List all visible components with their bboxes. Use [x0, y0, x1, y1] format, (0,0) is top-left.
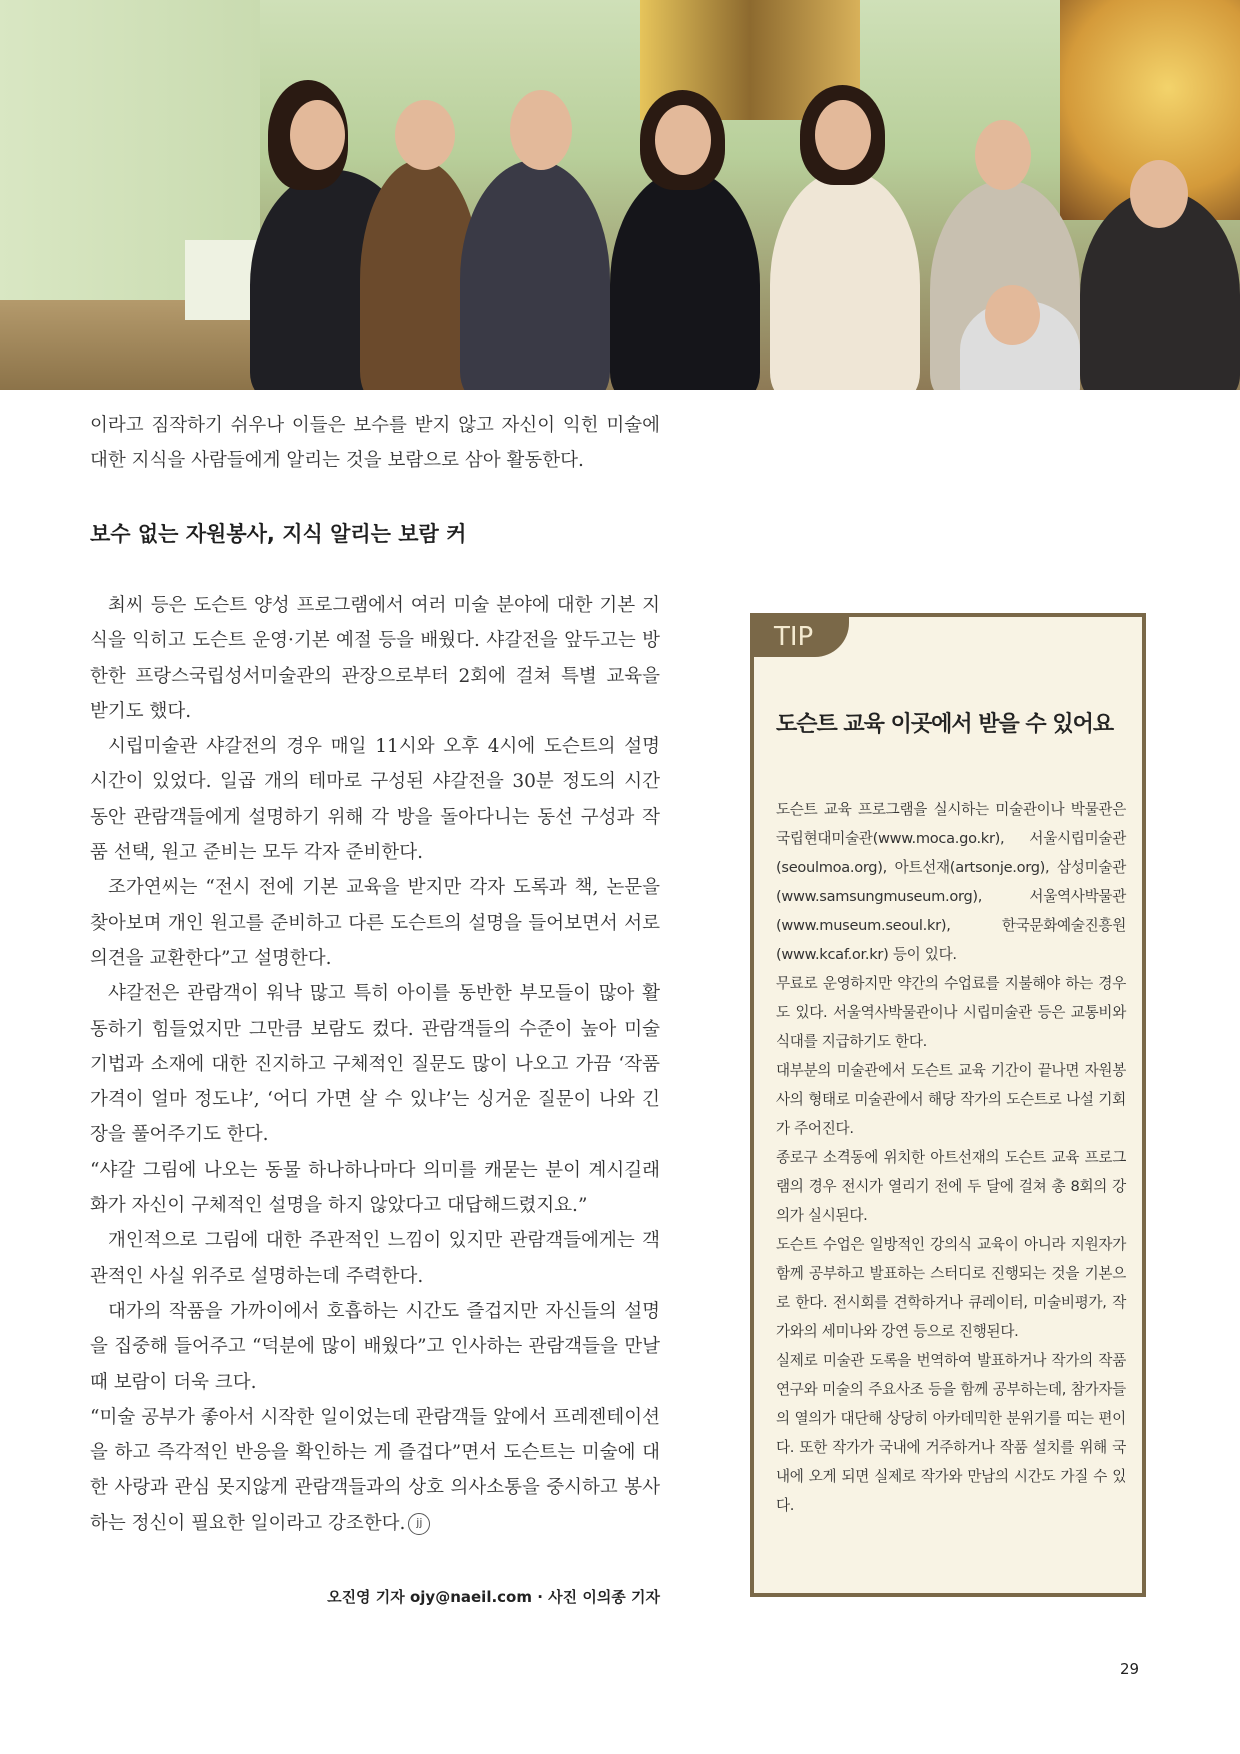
docent-face — [290, 100, 345, 170]
tip-paragraph: 대부분의 미술관에서 도슨트 교육 기간이 끝나면 자원봉사의 형태로 미술관에서 해당 작가의 도슨트로 나설 기회가 주어진다. — [776, 1062, 1126, 1137]
tip-paragraph: 무료로 운영하지만 약간의 수업료를 지불해야 하는 경우도 있다. 서울역사박물관이나 시립미술관 등은 교통비와 식대를 지급하기도 한다. — [776, 975, 1126, 1050]
tip-paragraph: 실제로 미술관 도록을 번역하여 발표하거나 작가의 작품연구와 미술의 주요사조 등을 함께 공부하는데, 참가자들의 열의가 대단해 상당히 아카데믹한 분위기를 띠는 편이다. 또한 작가가 국내에 거주하거나 작품 설치를 위해 국내에 오게 되면 실제로 작가와 만남의 시간도 가질 수 있다. — [776, 1352, 1126, 1514]
end-mark-icon: jj — [408, 1513, 430, 1535]
tip-paragraph: 종로구 소격동에 위치한 아트선재의 도슨트 교육 프로그램의 경우 전시가 열리기 전에 두 달에 걸쳐 총 8회의 강의가 실시된다. — [776, 1149, 1126, 1224]
visitor-figure — [610, 170, 760, 390]
article-body — [90, 588, 660, 1541]
visitor-face — [975, 120, 1031, 190]
paragraph: 조가연씨는 “전시 전에 기본 교육을 받지만 각자 도록과 책, 논문을 찾아보며 개인 원고를 준비하고 다른 도슨트의 설명을 들어보면서 서로 의견을 교환한다”고 설명한다. — [90, 877, 660, 969]
intro-text: 이라고 짐작하기 쉬우나 이들은 보수를 받지 않고 자신이 익힌 미술에 대한 지식을 사람들에게 알리는 것을 보람으로 삼아 활동한다. — [90, 415, 660, 471]
paragraph: 개인적으로 그림에 대한 주관적인 느낌이 있지만 관람객들에게는 객관적인 사실 위주로 설명하는데 주력한다. — [90, 1230, 660, 1287]
page-number: 29 — [1120, 1660, 1140, 1678]
tip-body — [776, 795, 1126, 1520]
museum-docent-photo — [0, 0, 1240, 390]
visitor-face — [395, 100, 455, 170]
tip-paragraph: 도슨트 수업은 일방적인 강의식 교육이 아니라 지원자가 함께 공부하고 발표하는 스터디로 진행되는 것을 기본으로 한다. 전시회를 견학하거나 큐레이터, 미술비평가, 작가와의 세미나와 강연 등으로 진행된다. — [776, 1236, 1126, 1340]
visitor-face — [510, 90, 572, 170]
tip-box — [750, 613, 1146, 1597]
section-heading: 보수 없는 자원봉사, 지식 알리는 보람 커 — [90, 522, 467, 546]
paragraph: 대가의 작품을 가까이에서 호흡하는 시간도 즐겁지만 자신들의 설명을 집중해 들어주고 “덕분에 많이 배웠다”고 인사하는 관람객들을 만날 때 보람이 더욱 크다. — [90, 1300, 660, 1393]
paragraph: 최씨 등은 도슨트 양성 프로그램에서 여러 미술 분야에 대한 기본 지식을 익히고 도슨트 운영·기본 예절 등을 배웠다. 샤갈전을 앞두고는 방한한 프랑스국립성서미술관의 관장으로부터 2회에 걸쳐 특별 교육을 받기도 했다. — [90, 595, 660, 722]
paragraph: 시립미술관 샤갈전의 경우 매일 11시와 오후 4시에 도슨트의 설명 시간이 있었다. 일곱 개의 테마로 구성된 샤갈전을 30분 정도의 시간 동안 관람객들에게 설명하기 위해 각 방을 돌아다니는 동선 구성과 작품 선택, 원고 준비는 모두 각자 준비한다. — [90, 736, 660, 864]
visitor-face — [1130, 160, 1188, 228]
paragraph-text: “미술 공부가 좋아서 시작한 일이었는데 관람객들 앞에서 프레젠테이션을 하고 즉각적인 반응을 확인하는 게 즐겁다”면서 도슨트는 미술에 대한 사랑과 관심 못지않게 관람객들과의 상호 의사소통을 중시하고 봉사하는 정신이 필요한 일이라고 강조한다. — [90, 1406, 660, 1534]
paragraph: “샤갈 그림에 나오는 동물 하나하나마다 의미를 캐묻는 분이 계시길래 화가 자신이 구체적인 설명을 하지 않았다고 대답해드렸지요.” — [90, 1159, 660, 1217]
byline: 오진영 기자 ojy@naeil.com · 사진 이의종 기자 — [327, 1588, 660, 1606]
tip-paragraph: 도슨트 교육 프로그램을 실시하는 미술관이나 박물관은 국립현대미술관(www.moca.go.kr), 서울시립미술관(seoulmoa.org), 아트선재(artsonje.org), 삼성미술관(www.samsungmuseum.org), 서울역사박물관(www.museum.seoul.kr), 한국문화예술진흥원(www.kcaf.or.kr) 등이 있다. — [776, 801, 1126, 963]
visitor-figure — [460, 160, 610, 390]
tip-title: 도슨트 교육 이곳에서 받을 수 있어요 — [776, 712, 1114, 737]
visitor-figure — [770, 170, 920, 390]
paragraph: 샤갈전은 관람객이 워낙 많고 특히 아이를 동반한 부모들이 많아 활동하기 힘들었지만 그만큼 보람도 컸다. 관람객들의 수준이 높아 미술 기법과 소재에 대한 진지하고 구체적인 질문도 많이 나오고 가끔 ‘작품 가격이 얼마 정도냐’, ‘어디 가면 살 수 있냐’는 싱거운 질문이 나와 긴장을 풀어주기도 한다. — [90, 983, 660, 1146]
paragraph-last — [90, 1400, 660, 1541]
visitor-face — [655, 105, 711, 175]
visitor-face — [815, 100, 871, 170]
tip-tab: TIP — [754, 617, 849, 657]
child-face — [985, 285, 1040, 345]
